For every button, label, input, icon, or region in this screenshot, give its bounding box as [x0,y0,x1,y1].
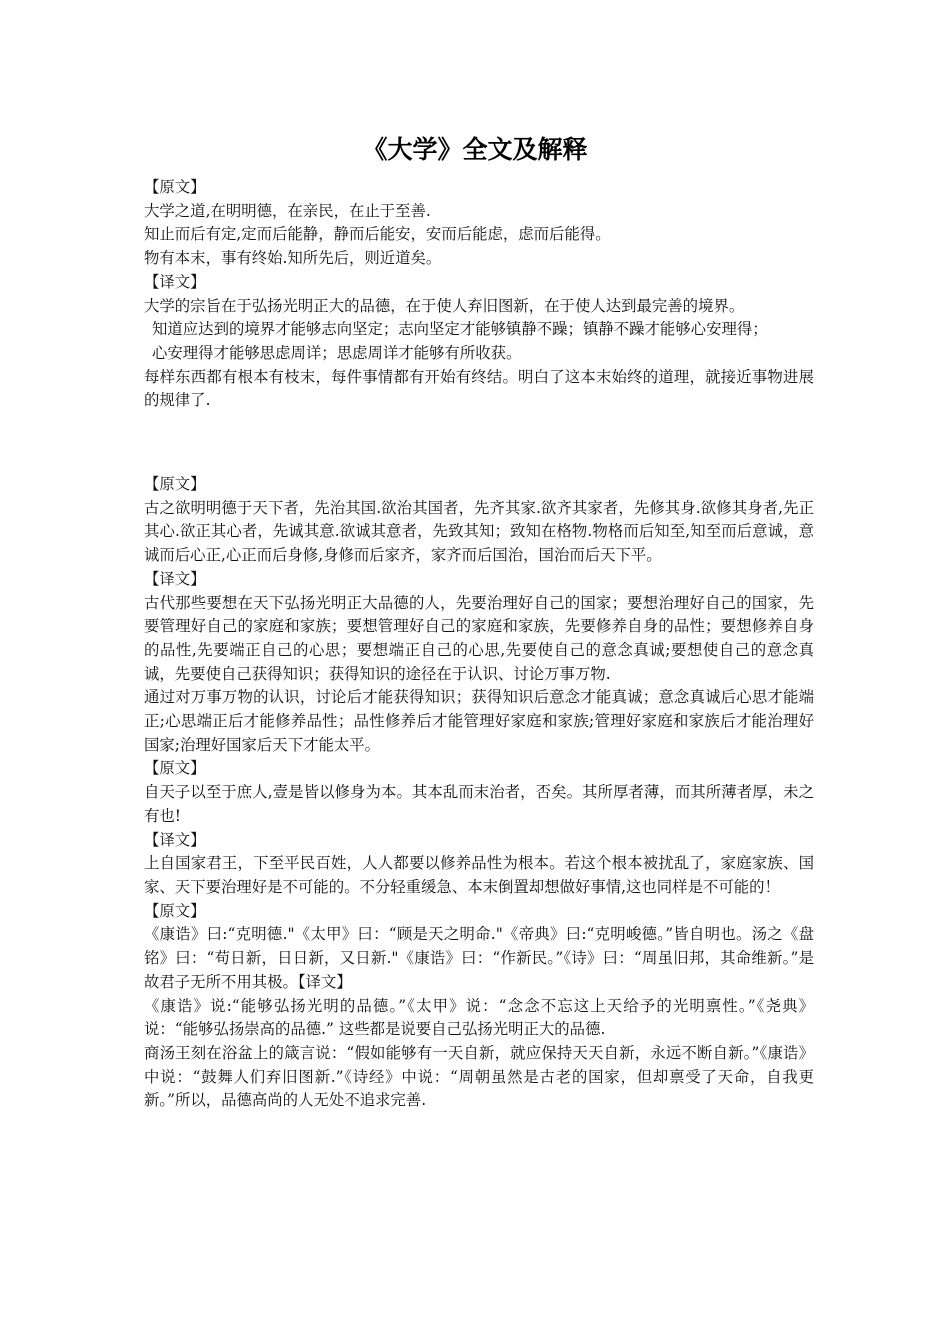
section-label-translation: 【译文】 [144,569,206,588]
translation-paragraph: 通过对万事万物的认识，讨论后才能获得知识；获得知识后意念才能真诚；意念真诚后心思才能端正;心思端正后才能修养品性；品性修养后才能管理好家庭和家族;管理好家庭和家族后才能治理好国家;治理好国家后天下才能太平。 [144,688,814,754]
original-text-line: 物有本末，事有终始.知所先后，则近道矣。 [144,249,442,268]
section-label-original: 【原文】 [144,759,206,778]
translation-text-line: 心安理得才能够思虑周详；思虑周详才能够有所收获。 [152,343,522,362]
document-body [144,176,814,1113]
section-label-original: 【原文】 [144,178,206,196]
translation-paragraph: 商汤王刻在浴盆上的箴言说：“假如能够有一天自新，就应保持天天自新，永远不断自新。”《康诰》中说：“鼓舞人们弃旧图新.”《诗经》中说：“周朝虽然是古老的国家，但却禀受了天命，自我更新。”所以，品德高尚的人无处不追求完善. [144,1043,814,1110]
original-text-line: 大学之道,在明明德，在亲民，在止于至善. [144,201,431,220]
document-title: 《大学》全文及解释 [362,135,588,164]
translation-text-line: 大学的宗旨在于弘扬光明正大的品德，在于使人弃旧图新，在于使人达到最完善的境界。 [144,296,745,315]
translation-text-line: 知道应达到的境界才能够志向坚定；志向坚定才能够镇静不躁；镇静不躁才能够心安理得； [152,320,768,339]
translation-paragraph: 古代那些要想在天下弘扬光明正大品德的人，先要治理好自己的国家；要想治理好自己的国家，先要管理好自己的家庭和家族；要想管理好自己的家庭和家族，先要修养自身的品性；要想修养自身的品性,先要端正自己的心思；要想端正自己的心思,先要使自己的意念真诚;要想使自己的意念真诚，先要使自己获得知识；获得知识的途径在于认识、讨论万事万物. [144,593,814,683]
original-text: 《康诰》曰:“克明德."《太甲》曰：“顾是天之明命."《帝典》曰:“克明峻德。”皆自明也。汤之《盘铭》曰：“苟日新，日日新，又日新."《康诰》曰：“作新民。”《诗》曰：“周虽旧邦，其命维新。”是故君子无所不用其极。 [144,925,814,991]
section-label-original: 【原文】 [144,475,206,494]
original-paragraph [144,923,814,994]
section-label-translation: 【译文】 [144,272,206,291]
original-paragraph: 自天子以至于庶人,壹是皆以修身为本。其本乱而末治者，否矣。其所厚者薄，而其所薄者厚，未之有也! [144,783,814,825]
section-spacer [144,413,814,473]
translation-paragraph: 每样东西都有根本有枝末，每件事情都有开始有终结。明白了这本末始终的道理，就接近事物进展的规律了. [144,367,814,410]
translation-paragraph: 《康诰》说:“能够弘扬光明的品德。”《太甲》说：“念念不忘这上天给予的光明禀性。”《尧典》说：“能够弘扬崇高的品德.” 这些都是说要自己弘扬光明正大的品德. [144,996,814,1039]
section-label-original: 【原文】 [144,901,206,920]
section-label-translation: 【译文】 [144,830,206,849]
original-text-line: 知止而后有定,定而后能静，静而后能安，安而后能虑，虑而后能得。 [144,225,611,244]
original-paragraph: 古之欲明明德于天下者，先治其国.欲治其国者，先齐其家.欲齐其家者，先修其身.欲修其身者,先正其心.欲正其心者，先诚其意.欲诚其意者，先致其知；致知在格物.物格而后知至,知至而后意诚，意诚而后心正,心正而后身修,身修而后家齐，家齐而后国治，国治而后天下平。 [144,498,814,565]
translation-paragraph: 上自国家君王，下至平民百姓，人人都要以修养品性为根本。若这个根本被扰乱了，家庭家族、国家、天下要治理好是不可能的。不分轻重缓急、本末倒置却想做好事情,这也同样是不可能的！ [144,854,814,896]
section-label-translation: 【译文】 [297,972,352,991]
